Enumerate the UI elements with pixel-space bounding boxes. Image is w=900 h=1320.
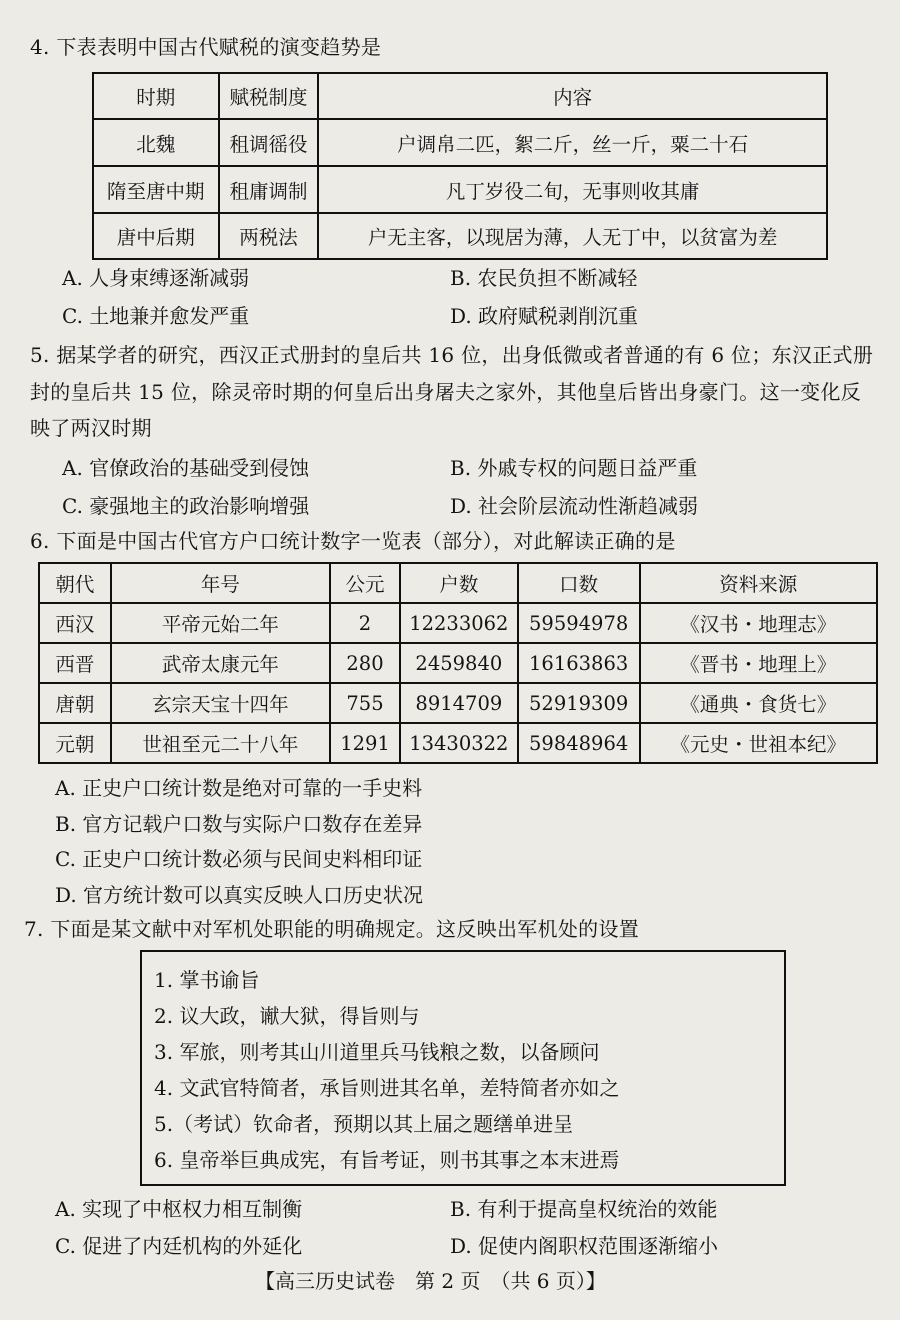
q4-cell: 北魏 (93, 119, 219, 166)
q7-option-a: A. 实现了中枢权力相互制衡 (55, 1197, 303, 1221)
q5-line-1: 5. 据某学者的研究，西汉正式册封的皇后共 16 位，出身低微或者普通的有 6 位；东汉正式册 (30, 343, 874, 367)
q6-cell: 《汉书・地理志》 (640, 603, 877, 643)
q5-line-2: 封的皇后共 15 位，除灵帝时期的何皇后出身屠夫之家外，其他皇后皆出身豪门。这一变化反 (30, 380, 862, 404)
q7-item: 2. 议大政，谳大狱，得旨则与 (154, 1004, 420, 1028)
q6-stem: 6. 下面是中国古代官方户口统计数字一览表（部分），对此解读正确的是 (30, 529, 676, 553)
q4-cell: 租庸调制 (219, 166, 319, 213)
q6-cell: 武帝太康元年 (111, 643, 330, 683)
q6-header-cell: 资料来源 (640, 563, 877, 603)
q6-cell: 《通典・食货七》 (640, 683, 877, 723)
q4-header-cell: 赋税制度 (219, 73, 319, 119)
q6-cell: 12233062 (400, 603, 518, 643)
q7-stem: 7. 下面是某文献中对军机处职能的明确规定。这反映出军机处的设置 (24, 917, 640, 941)
q4-table (92, 72, 828, 260)
q5-option-b: B. 外戚专权的问题日益严重 (450, 456, 698, 480)
q6-cell: 平帝元始二年 (111, 603, 330, 643)
q6-header-cell: 户数 (400, 563, 518, 603)
q7-item: 4. 文武官特简者，承旨则进其名单，差特简者亦如之 (154, 1076, 620, 1100)
q4-cell: 户调帛二匹，絮二斤，丝一斤，粟二十石 (318, 119, 827, 166)
q4-header-cell: 内容 (318, 73, 827, 119)
q6-cell: 唐朝 (39, 683, 111, 723)
q7-option-d: D. 促使内阁职权范围逐渐缩小 (450, 1234, 719, 1258)
q6-cell: 59594978 (518, 603, 640, 643)
q5-option-c: C. 豪强地主的政治影响增强 (62, 494, 310, 518)
q6-cell: 8914709 (400, 683, 518, 723)
q4-option-a: A. 人身束缚逐渐减弱 (62, 266, 250, 290)
q6-cell: 元朝 (39, 723, 111, 763)
q4-header-cell: 时期 (93, 73, 219, 119)
q4-cell: 凡丁岁役二旬，无事则收其庸 (318, 166, 827, 213)
q7-option-b: B. 有利于提高皇权统治的效能 (450, 1197, 718, 1221)
q4-cell: 两税法 (219, 213, 319, 259)
q6-cell: 西晋 (39, 643, 111, 683)
q7-item: 6. 皇帝举巨典成宪，有旨考证，则书其事之本末进焉 (154, 1148, 620, 1172)
q4-option-b: B. 农民负担不断减轻 (450, 266, 638, 290)
q6-cell: 世祖至元二十八年 (111, 723, 330, 763)
q6-cell: 2459840 (400, 643, 518, 683)
q7-item: 3. 军旅，则考其山川道里兵马钱粮之数，以备顾问 (154, 1040, 600, 1064)
q6-cell: 2 (330, 603, 400, 643)
q6-cell: 52919309 (518, 683, 640, 723)
q4-cell: 隋至唐中期 (93, 166, 219, 213)
q6-option-b: B. 官方记载户口数与实际户口数存在差异 (55, 812, 423, 836)
q4-stem: 4. 下表表明中国古代赋税的演变趋势是 (30, 35, 382, 59)
q7-quote-box (140, 950, 786, 1186)
q6-cell: 59848964 (518, 723, 640, 763)
q6-header-cell: 朝代 (39, 563, 111, 603)
q6-option-d: D. 官方统计数可以真实反映人口历史状况 (55, 883, 424, 907)
q4-cell: 唐中后期 (93, 213, 219, 259)
page-footer: 【高三历史试卷 第 2 页 （共 6 页）】 (255, 1269, 606, 1293)
q7-item: 1. 掌书谕旨 (154, 968, 260, 992)
q4-cell: 户无主客，以现居为薄，人无丁中，以贫富为差 (318, 213, 827, 259)
q4-option-d: D. 政府赋税剥削沉重 (450, 304, 639, 328)
q6-header-cell: 公元 (330, 563, 400, 603)
q6-cell: 13430322 (400, 723, 518, 763)
q6-header-cell: 口数 (518, 563, 640, 603)
q6-cell: 16163863 (518, 643, 640, 683)
q6-cell: 1291 (330, 723, 400, 763)
q5-option-a: A. 官僚政治的基础受到侵蚀 (62, 456, 310, 480)
q6-cell: 《元史・世祖本纪》 (640, 723, 877, 763)
q6-cell: 755 (330, 683, 400, 723)
q6-cell: 《晋书・地理上》 (640, 643, 877, 683)
q6-cell: 玄宗天宝十四年 (111, 683, 330, 723)
q7-option-c: C. 促进了内廷机构的外延化 (55, 1234, 303, 1258)
q6-header-cell: 年号 (111, 563, 330, 603)
q6-cell: 西汉 (39, 603, 111, 643)
q5-line-3: 映了两汉时期 (30, 416, 152, 440)
q6-cell: 280 (330, 643, 400, 683)
q4-cell: 租调徭役 (219, 119, 319, 166)
q4-option-c: C. 土地兼并愈发严重 (62, 304, 250, 328)
q7-item: 5.（考试）钦命者，预期以其上届之题缮单进呈 (154, 1112, 574, 1136)
q6-table (38, 562, 878, 764)
q6-option-c: C. 正史户口统计数必须与民间史料相印证 (55, 847, 423, 871)
q5-option-d: D. 社会阶层流动性渐趋减弱 (450, 494, 699, 518)
q6-option-a: A. 正史户口统计数是绝对可靠的一手史料 (55, 776, 423, 800)
